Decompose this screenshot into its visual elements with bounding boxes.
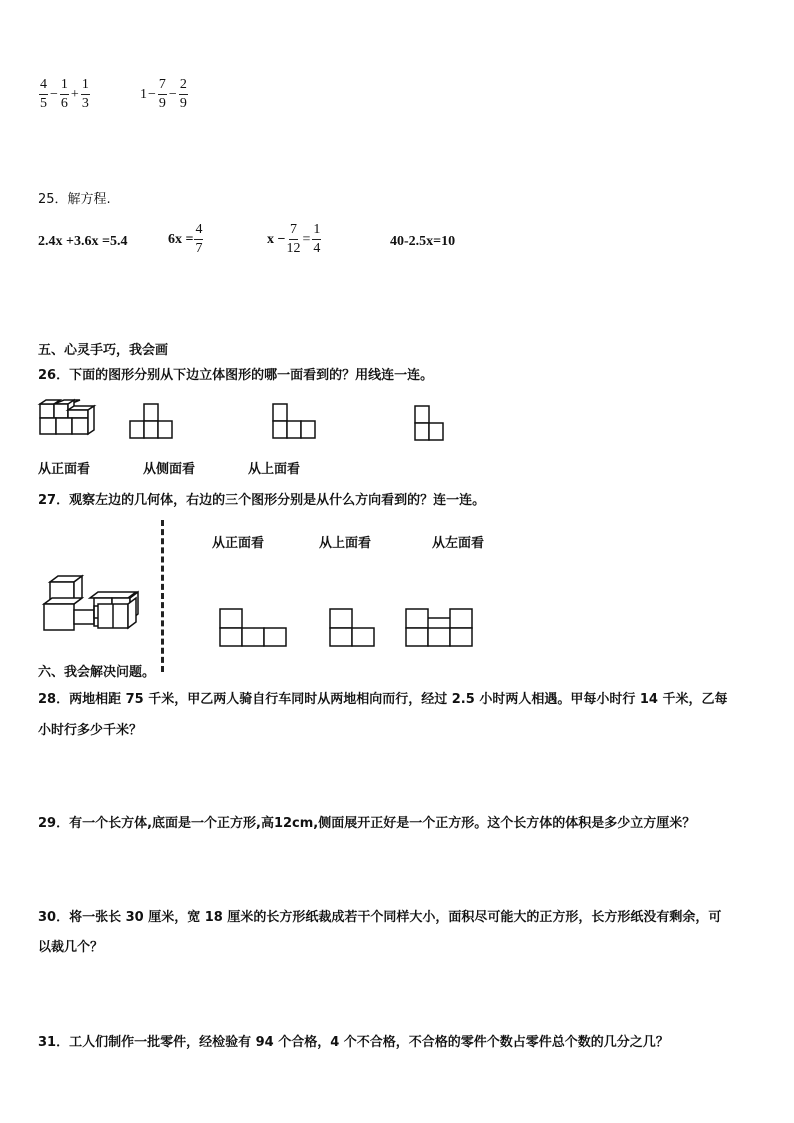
q26-view-b xyxy=(271,402,321,440)
question-27-title: 27．观察左边的几何体，右边的三个图形分别是从什么方向看到的？连一连。 xyxy=(38,493,486,508)
question-28-line-1: 28．两地相距 75 千米，甲乙两人骑自行车同时从两地相向而行，经过 2.5 小时两人相遇。甲每小时行 14 千米，乙每 xyxy=(38,692,728,707)
question-26-title: 26．下面的图形分别从下边立体图形的哪一面看到的？用线连一连。 xyxy=(38,368,434,383)
q27-label-front: 从正面看 xyxy=(212,536,265,551)
equation-1: 2.4x +3.6x =5.4 xyxy=(38,234,128,249)
equation-4: 40-2.5x=10 xyxy=(390,234,456,249)
q27-label-top: 从上面看 xyxy=(319,536,372,551)
q26-label-front: 从正面看 xyxy=(38,462,91,477)
question-31-line-1: 31．工人们制作一批零件，经检验有 94 个合格，4 个不合格，不合格的零件个数占零件总个数的几分之几？ xyxy=(38,1035,669,1050)
fraction: $\frac{7}{12}$ xyxy=(286,222,301,256)
fraction: $\frac{7}{9}$ xyxy=(158,77,166,111)
section-5-heading: 五、心灵手巧，我会画 xyxy=(38,343,169,358)
fraction: $\frac{4}{7}$ xyxy=(195,222,203,256)
equation-2: 6x = $\frac{4}{7}$ xyxy=(168,222,203,256)
q26-solid-figure xyxy=(38,398,100,440)
dashed-divider xyxy=(161,520,164,672)
q27-view-b xyxy=(328,607,378,649)
q26-label-top: 从上面看 xyxy=(248,462,301,477)
q26-label-side: 从侧面看 xyxy=(143,462,196,477)
question-30-line-1: 30．将一张长 30 厘米，宽 18 厘米的长方形纸裁成若干个同样大小，面积尽可能大的正方形，长方形纸没有剩余，可 xyxy=(38,910,722,925)
q27-label-left: 从左面看 xyxy=(432,536,485,551)
expression-1: $\frac{4}{5}$ − $\frac{1}{6}$ + $\frac{1}{3}$ xyxy=(40,77,89,111)
section-6-heading: 六、我会解决问题。 xyxy=(38,665,156,680)
q27-view-a xyxy=(218,607,290,649)
question-25-title: 25．解方程. xyxy=(38,192,111,207)
fraction: $\frac{2}{9}$ xyxy=(179,77,187,111)
question-30-line-2: 以裁几个？ xyxy=(38,940,104,955)
q26-view-c xyxy=(413,404,449,444)
q27-view-c xyxy=(404,607,476,649)
q27-solid-figure xyxy=(40,574,144,634)
expression-2: 1 − $\frac{7}{9}$ − $\frac{2}{9}$ xyxy=(140,77,187,111)
question-28-line-2: 小时行多少千米？ xyxy=(38,723,143,738)
fraction: $\frac{1}{6}$ xyxy=(60,77,68,111)
q26-view-a xyxy=(128,402,178,440)
equation-3: x − $\frac{7}{12}$ = $\frac{1}{4}$ xyxy=(267,222,321,256)
question-29-line-1: 29．有一个长方体,底面是一个正方形,高12cm,侧面展开正好是一个正方形。这个长方体的体积是多少立方厘米？ xyxy=(38,816,696,831)
fraction: $\frac{1}{4}$ xyxy=(313,222,321,256)
fraction: $\frac{1}{3}$ xyxy=(81,77,89,111)
fraction: $\frac{4}{5}$ xyxy=(40,77,47,111)
